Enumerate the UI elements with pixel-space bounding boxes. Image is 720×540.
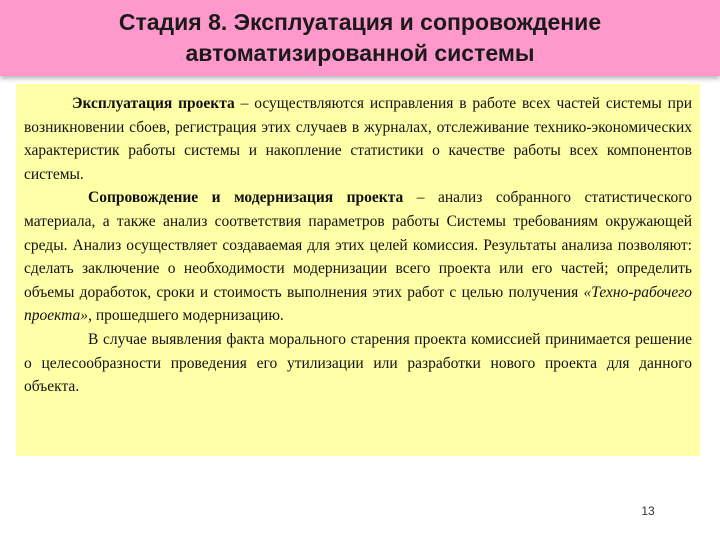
slide-title-line-1: Стадия 8. Эксплуатация и сопровождение — [118, 9, 602, 35]
paragraph-operation — [24, 92, 692, 186]
term-maintenance: Сопровождение и модернизация проекта — [88, 189, 404, 207]
maintenance-text-a: – анализ собранного статистического материала, а также анализ соответствия параметров работы Системы требованиям окружающей среды. Анализ осуществляет создаваемая для этих целей комиссия. Результаты анализа позволяют: сделать заключение о необходимости модернизации всего проекта или его частей; определить объемы доработок, сроки и стоимость выполнения этих работ с целью получения — [24, 189, 692, 301]
maintenance-text-b: , прошедшего модернизацию. — [88, 307, 284, 325]
obsolescence-text: В случае выявления факта морального старения проекта комиссией принимается решение о целесообразности проведения его утилизации или разработки нового проекта для данного объекта. — [24, 330, 692, 396]
term-operation: Эксплуатация проекта — [72, 95, 235, 112]
slide-title-line-2: автоматизированной системы — [185, 40, 535, 66]
content-box — [16, 84, 700, 456]
maintenance-italic: «Техно-рабочего проекта» — [24, 283, 692, 325]
title-bar — [0, 0, 720, 76]
page-number: 13 — [641, 504, 655, 518]
paragraph-maintenance — [24, 186, 692, 328]
operation-text: – осуществляются исправления в работе всех частей системы при возникновении сбоев, регистрация этих случаев в журналах, отслеживание технико-экономических характеристик работы системы и накопление статистики о качестве работы всех компонентов системы. — [24, 95, 692, 183]
paragraph-obsolescence — [24, 328, 692, 399]
